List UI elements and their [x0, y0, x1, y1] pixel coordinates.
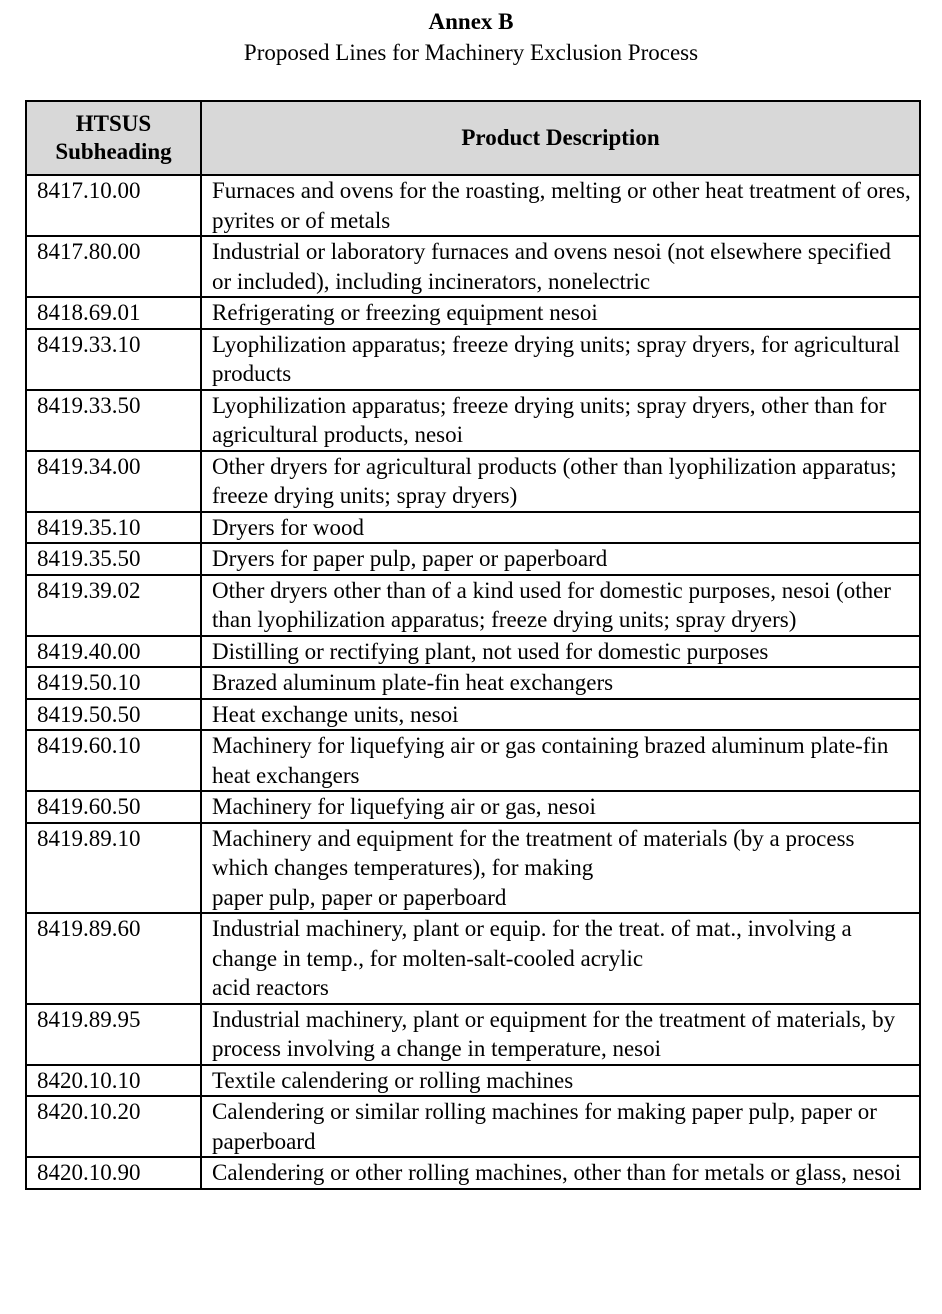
product-description-cell: Dryers for wood: [201, 512, 920, 544]
table-row: [26, 1004, 920, 1065]
table-row: [26, 451, 920, 512]
table-row: [26, 913, 920, 1004]
table-row: [26, 1157, 920, 1189]
htsus-code-cell: 8419.60.50: [26, 791, 201, 823]
product-description-cell: Calendering or other rolling machines, other than for metals or glass, nesoi: [201, 1157, 920, 1189]
htsus-code-cell: 8419.33.10: [26, 329, 201, 390]
htsus-code-cell: 8419.40.00: [26, 636, 201, 668]
product-description-cell: Industrial machinery, plant or equipment for the treatment of materials, by process involving a change in temperature, nesoi: [201, 1004, 920, 1065]
htsus-table: [25, 100, 921, 1190]
product-description-cell: Machinery and equipment for the treatment of materials (by a process which changes temperatures), for making paper pulp, paper or paperboard: [201, 823, 920, 914]
htsus-code-cell: 8419.39.02: [26, 575, 201, 636]
annex-title: Annex B: [428, 9, 514, 34]
product-description-cell: Heat exchange units, nesoi: [201, 699, 920, 731]
product-description-cell: Industrial machinery, plant or equip. for the treat. of mat., involving a change in temp., for molten-salt-cooled acrylic acid reactors: [201, 913, 920, 1004]
htsus-code-cell: 8419.50.10: [26, 667, 201, 699]
table-row: [26, 791, 920, 823]
table-row: [26, 730, 920, 791]
product-description-cell: Textile calendering or rolling machines: [201, 1065, 920, 1097]
htsus-code-cell: 8419.34.00: [26, 451, 201, 512]
product-description-cell: Lyophilization apparatus; freeze drying units; spray dryers, for agricultural products: [201, 329, 920, 390]
table-row: [26, 1065, 920, 1097]
htsus-code-cell: 8417.80.00: [26, 236, 201, 297]
product-description-cell: Distilling or rectifying plant, not used for domestic purposes: [201, 636, 920, 668]
htsus-code-cell: 8419.35.10: [26, 512, 201, 544]
table-row: [26, 543, 920, 575]
product-description-cell: Machinery for liquefying air or gas, nesoi: [201, 791, 920, 823]
table-row: [26, 297, 920, 329]
product-description-cell: Other dryers other than of a kind used for domestic purposes, nesoi (other than lyophilization apparatus; freeze drying units; spray dryers): [201, 575, 920, 636]
htsus-code-cell: 8419.89.95: [26, 1004, 201, 1065]
table-row: [26, 699, 920, 731]
product-description-cell: Dryers for paper pulp, paper or paperboard: [201, 543, 920, 575]
table-row: [26, 512, 920, 544]
product-description-cell: Other dryers for agricultural products (other than lyophilization apparatus; freeze drying units; spray dryers): [201, 451, 920, 512]
table-row: [26, 390, 920, 451]
htsus-code-cell: 8417.10.00: [26, 175, 201, 236]
table-body: [26, 175, 920, 1189]
htsus-code-cell: 8419.50.50: [26, 699, 201, 731]
table-row: [26, 1096, 920, 1157]
product-description-cell: Brazed aluminum plate-fin heat exchangers: [201, 667, 920, 699]
table-row: [26, 667, 920, 699]
annex-subtitle: Proposed Lines for Machinery Exclusion Process: [243, 40, 699, 65]
table-row: [26, 175, 920, 236]
htsus-code-cell: 8418.69.01: [26, 297, 201, 329]
htsus-code-cell: 8419.33.50: [26, 390, 201, 451]
table-row: [26, 823, 920, 914]
column-header-htsus-subheading: HTSUS Subheading: [26, 101, 201, 175]
htsus-code-cell: 8420.10.10: [26, 1065, 201, 1097]
htsus-code-cell: 8419.60.10: [26, 730, 201, 791]
table-row: [26, 236, 920, 297]
table-row: [26, 575, 920, 636]
column-header-product-description: Product Description: [201, 101, 920, 175]
product-description-cell: Machinery for liquefying air or gas containing brazed aluminum plate-fin heat exchangers: [201, 730, 920, 791]
htsus-code-cell: 8419.35.50: [26, 543, 201, 575]
table-row: [26, 329, 920, 390]
htsus-code-cell: 8420.10.20: [26, 1096, 201, 1157]
table-header-row: [26, 101, 920, 175]
product-description-cell: Refrigerating or freezing equipment nesoi: [201, 297, 920, 329]
product-description-cell: Calendering or similar rolling machines for making paper pulp, paper or paperboard: [201, 1096, 920, 1157]
product-description-cell: Furnaces and ovens for the roasting, melting or other heat treatment of ores, pyrites or of metals: [201, 175, 920, 236]
product-description-cell: Industrial or laboratory furnaces and ovens nesoi (not elsewhere specified or included), including incinerators, nonelectric: [201, 236, 920, 297]
htsus-code-cell: 8420.10.90: [26, 1157, 201, 1189]
table-row: [26, 636, 920, 668]
htsus-code-cell: 8419.89.60: [26, 913, 201, 1004]
htsus-code-cell: 8419.89.10: [26, 823, 201, 914]
product-description-cell: Lyophilization apparatus; freeze drying units; spray dryers, other than for agricultural products, nesoi: [201, 390, 920, 451]
